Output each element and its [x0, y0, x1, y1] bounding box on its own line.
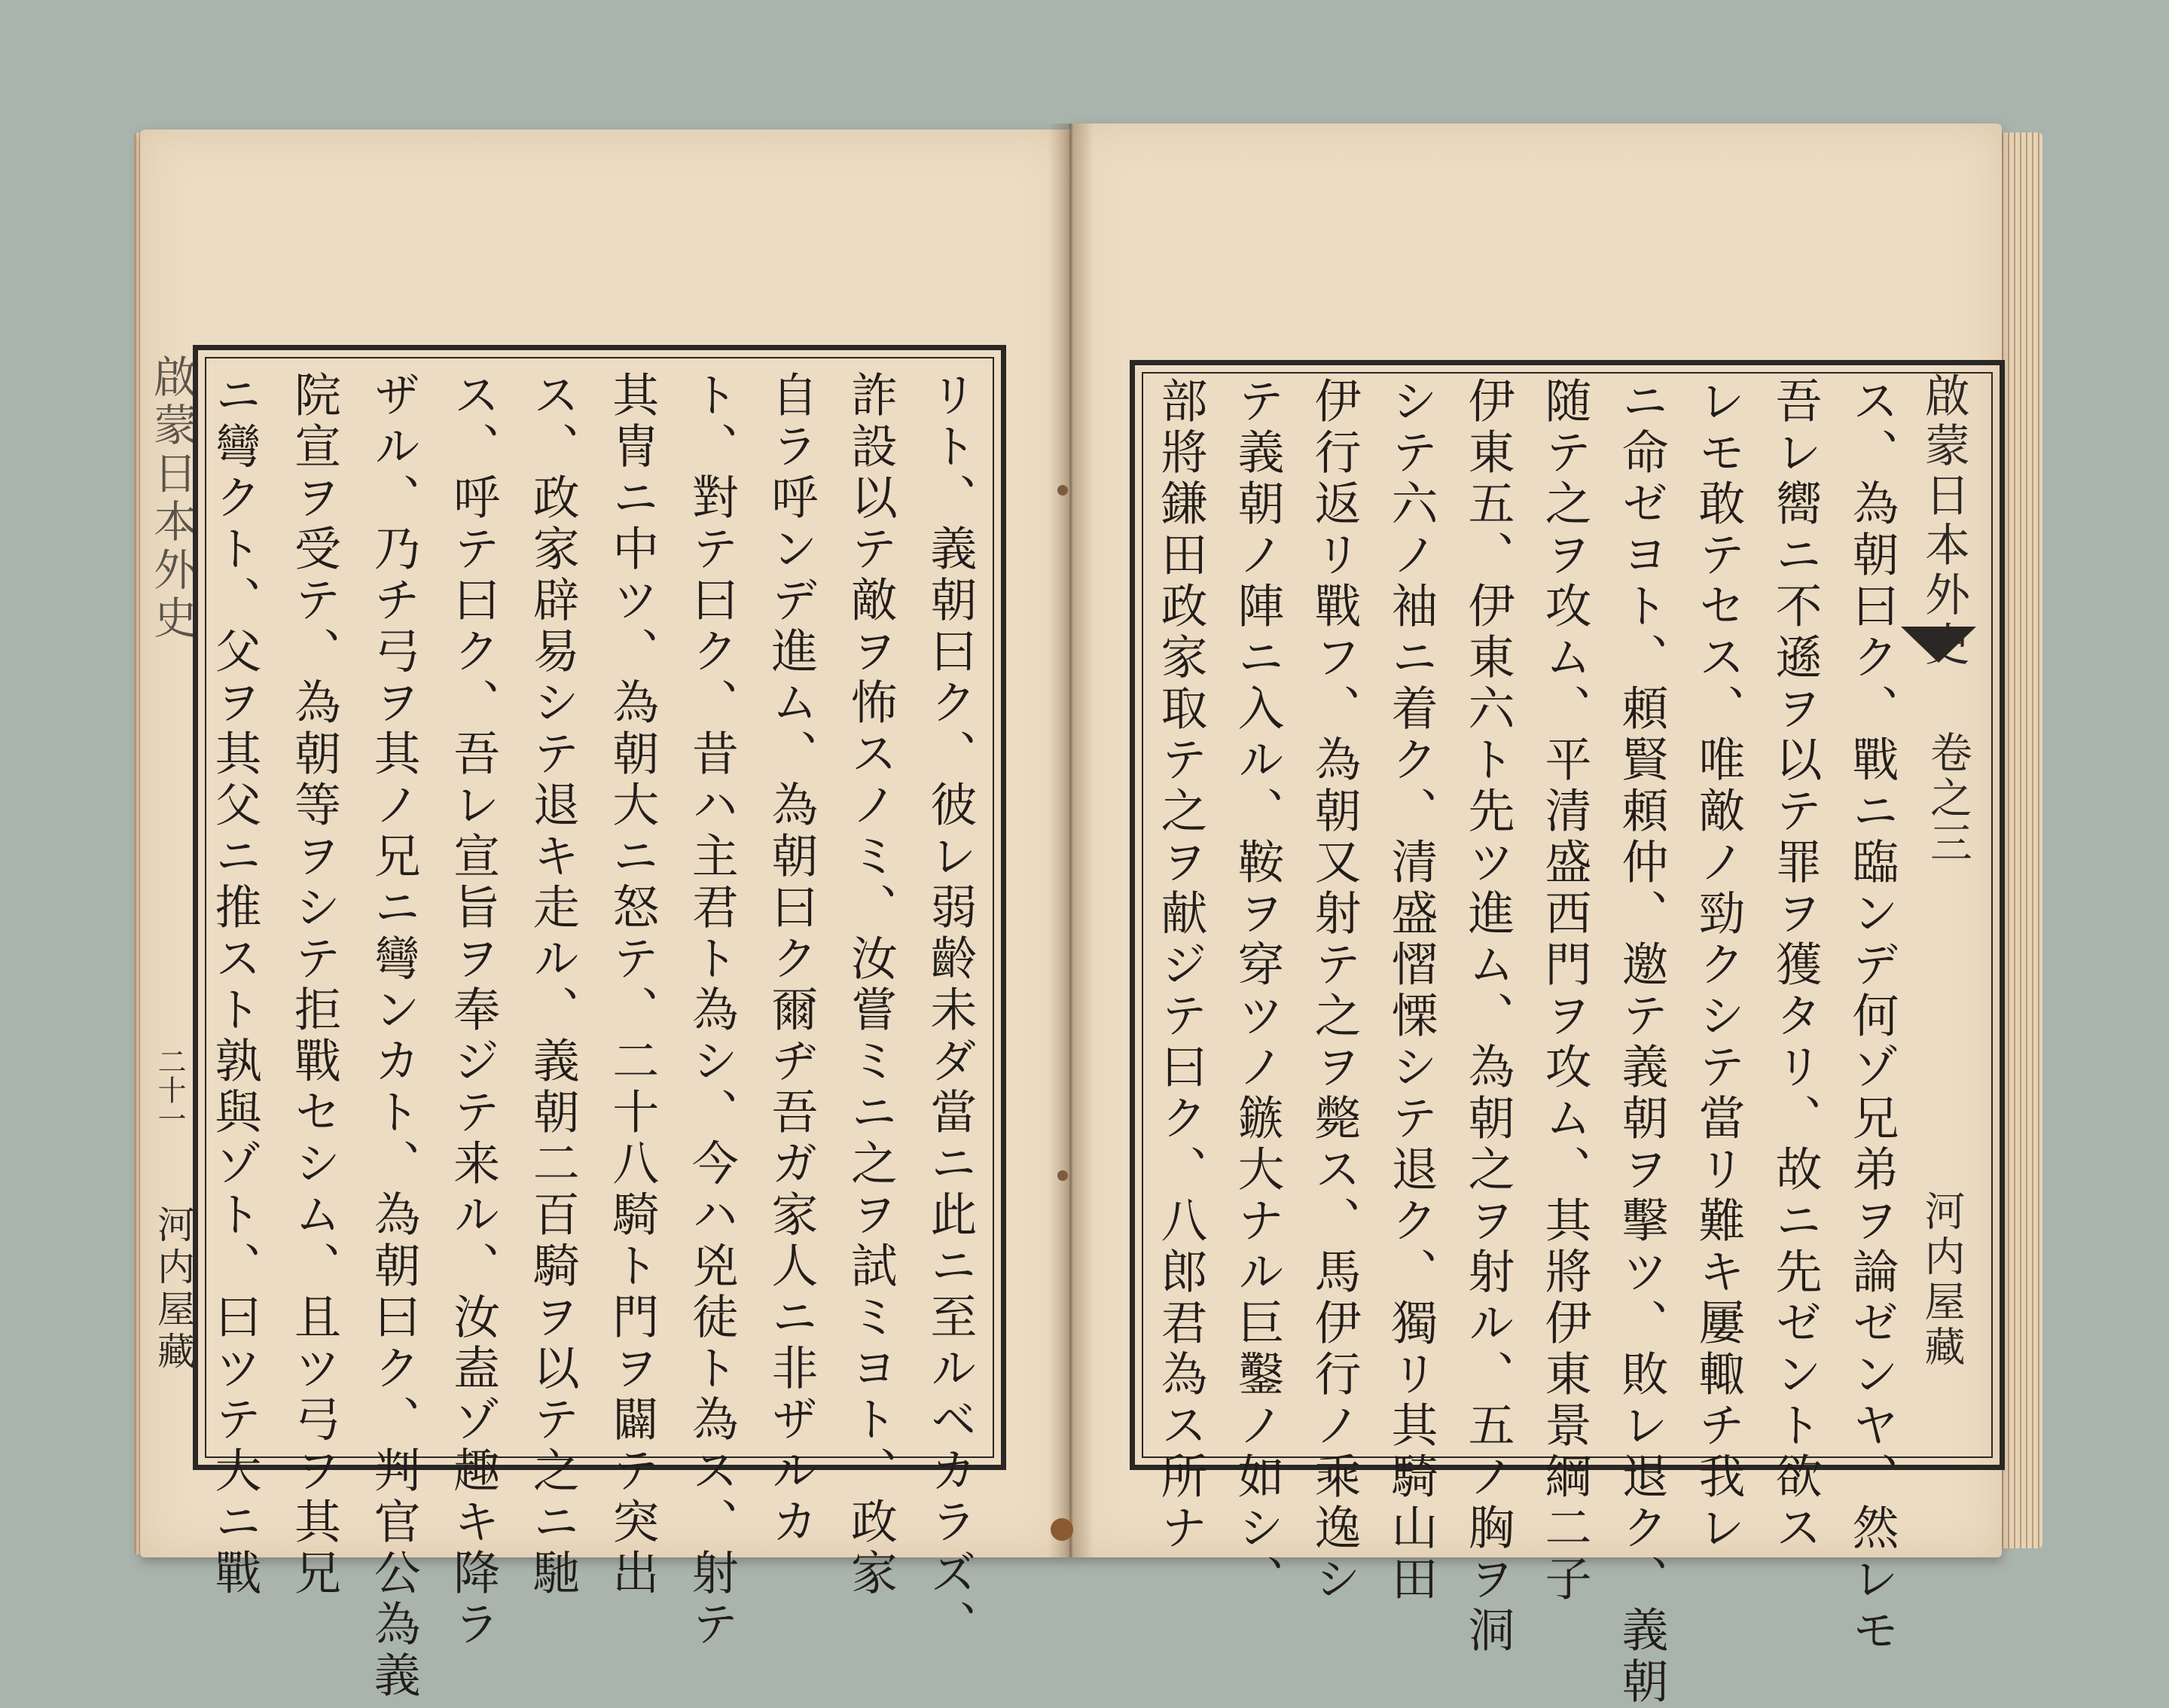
binding-gutter — [1048, 124, 1094, 1557]
text-column: ニ命ゼヨト、頼賢頼仲、邀テ義朝ヲ擊ツ、敗レ退ク、義朝 — [1614, 377, 1669, 1708]
text-column: 伊行返リ戰フ、為朝又射テ之ヲ斃ス、馬伊行ノ乘逸シ — [1307, 377, 1362, 1606]
right-margin-title: 啟蒙日本外史 — [1917, 372, 1970, 670]
right-publisher-mark: 河内屋藏 — [1918, 1190, 1966, 1371]
binding-hole — [1057, 485, 1068, 496]
text-column: 自ラ呼ンデ進ム、為朝曰ク爾ヂ吾ガ家人ニ非ザルカ — [763, 371, 819, 1548]
right-text-block — [1153, 377, 1899, 1708]
text-column: ニ彎クト、父ヲ其父ニ推スト孰與ゾト、曰ツテ大ニ戰 — [207, 371, 262, 1600]
text-column: 随テ之ヲ攻ム、平清盛西門ヲ攻ム、其將伊東景綱二子 — [1537, 377, 1592, 1606]
text-column: 其冑ニ中ツ、為朝大ニ怒テ、二十八騎ト門ヲ闢テ突出 — [604, 371, 660, 1600]
text-column: 院宣ヲ受テ、為朝等ヲシテ拒戰セシム、且ツ弓ヲ其兄 — [286, 371, 342, 1600]
text-column: 部將鎌田政家取テ之ヲ献ジテ曰ク、八郎君為ス所ナ — [1153, 377, 1208, 1554]
text-column: ト、對テ曰ク、昔ハ主君ト為シ、今ハ兇徒ト為ス、射テ — [684, 371, 740, 1651]
text-column: ザル、乃チ弓ヲ其ノ兄ニ彎ンカト、為朝曰ク、判官公為義 — [366, 371, 422, 1702]
text-column: 詐設以テ敵ヲ怖スノミ、汝嘗ミニ之ヲ試ミヨト、政家 — [843, 371, 898, 1600]
left-publisher-mark: 河内屋藏 — [151, 1205, 195, 1374]
text-column: リト、義朝曰ク、彼レ弱齡未ダ當ニ此ニ至ルベカラズ、 — [922, 371, 978, 1651]
text-column: シテ六ノ袖ニ着ク、清盛慴慄シテ退ク、獨リ其騎山田 — [1383, 377, 1438, 1606]
text-column: ス、政家辟易シテ退キ走ル、義朝二百騎ヲ以テ之ニ馳 — [525, 371, 581, 1600]
text-column: 吾レ嚮ニ不遜ヲ以テ罪ヲ獲タリ、故ニ先ゼント欲ス — [1768, 377, 1823, 1554]
binding-hole — [1057, 1170, 1068, 1181]
volume-label: 卷之三 — [1923, 730, 1972, 866]
fold-mark-icon — [1901, 627, 1976, 663]
text-column: テ義朝ノ陣ニ入ル、鞍ヲ穿ツノ鏃大ナル巨鑿ノ如シ、 — [1230, 377, 1285, 1606]
left-page-number: 二十一 — [153, 1047, 186, 1133]
text-column: 伊東五、伊東六ト先ツ進ム、為朝之ヲ射ル、五ノ胸ヲ洞 — [1460, 377, 1515, 1657]
left-text-block — [207, 371, 978, 1702]
text-column: ス、呼テ曰ク、吾レ宣旨ヲ奉ジテ来ル、汝盍ゾ趣キ降ラ — [445, 371, 501, 1651]
binding-knot — [1051, 1518, 1073, 1541]
text-column: レモ敢テセス、唯敵ノ勁クシテ當リ難キ屢輙チ我レ — [1691, 377, 1746, 1554]
left-margin-title: 啟蒙日本外史 — [146, 354, 197, 643]
text-column: ス、為朝曰ク、戰ニ臨ンデ何ゾ兄弟ヲ論ゼンヤ、然レモ — [1844, 377, 1899, 1657]
